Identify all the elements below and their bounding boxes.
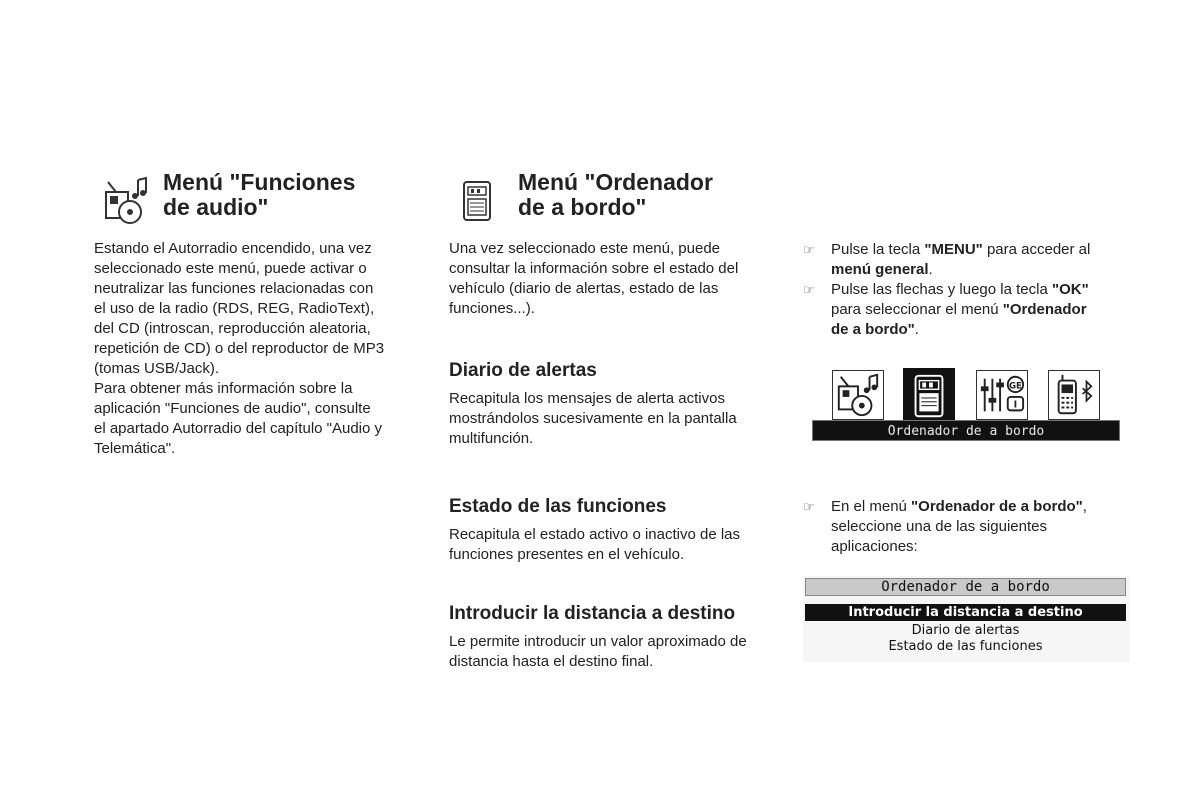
distance-description [449,632,769,672]
text-line: (tomas USB/Jack). [94,360,220,377]
text-line: Recapitula el estado activo o inactivo de las [449,526,741,543]
text-line: Una vez seleccionado este menú, puede [449,240,721,257]
text-line: Recapitula los mensajes de alerta activos [449,390,725,407]
submenu-title: Ordenador de a bordo [805,578,1126,596]
text-line: funciones...). [449,300,535,317]
audio-menu-title [163,170,355,220]
text-line: el uso de la radio (RDS, REG, RadioText), [94,300,375,317]
step-text: Pulse las flechas y luego la tecla [831,281,1052,298]
text-line: neutralizar las funciones relacionadas con [94,280,374,297]
step-text: . [928,261,933,278]
computer-menu-label: "Ordenador [1002,301,1087,318]
trip-computer-icon [458,176,510,226]
audio-functions-icon [100,176,152,226]
step-menu-key [803,240,1131,280]
trip-computer-icon [904,369,954,425]
pointer-hand-icon: ☞ [803,499,815,514]
step-text: para seleccionar el menú [831,301,1003,318]
text-line: consultar la información sobre el estado del [449,260,739,277]
submenu-item-status[interactable]: Estado de las funciones [888,639,1043,654]
computer-menu-label-cont: de a bordo" [831,321,915,338]
phone-bluetooth-icon [1049,371,1099,419]
computer-title-line-2: de a bordo" [518,194,647,220]
menu-tile-personalisation[interactable] [976,370,1028,420]
text-line: Le permite introducir un valor aproximado de [449,633,747,650]
submenu-item-distance[interactable]: Introducir la distancia a destino [805,604,1126,621]
text-line: mostrándolos sucesivamente en la pantalla [449,410,737,427]
step-text: , [1082,498,1087,515]
step-text: aplicaciones: [831,538,918,555]
text-line: distancia hasta el destino final. [449,653,654,670]
computer-title-line-1: Menú "Ordenador [518,169,713,195]
step-text: Pulse la tecla [831,241,925,258]
menu-tile-audio[interactable] [832,370,884,420]
text-line: el apartado Autorradio del capítulo "Audio y [94,420,383,437]
audio-title-line-1: Menú "Funciones [163,169,356,195]
pointer-hand-icon: ☞ [803,242,815,257]
general-menu-screen [812,370,1120,442]
step-text: seleccione una de las siguientes [831,518,1047,535]
computer-menu-title [518,170,713,220]
general-menu-label: menú general [831,261,929,278]
step-text: . [914,321,919,338]
pointer-hand-icon: ☞ [803,282,815,297]
text-line: Para obtener más información sobre la [94,380,353,397]
status-heading: Estado de las funciones [449,496,667,517]
text-line: funciones presentes en el vehículo. [449,546,685,563]
menu-tile-trip-computer[interactable] [903,368,955,428]
step-select-menu [803,280,1131,340]
text-line: vehículo (diario de alertas, estado de las [449,280,719,297]
menu-tile-telephone[interactable] [1048,370,1100,420]
audio-functions-icon [833,371,883,419]
trip-computer-menu-screen [803,576,1130,662]
text-line: aplicación "Funciones de audio", consulte [94,400,371,417]
text-line: repetición de CD) o del reproductor de MP3 [94,340,385,357]
step-text: En el menú [831,498,912,515]
distance-heading: Introducir la distancia a destino [449,603,736,624]
info-glyph: I [1013,399,1018,411]
text-line: Telemática". [94,440,176,457]
settings-sliders-icon [977,371,1027,419]
alerts-heading: Diario de alertas [449,360,597,381]
audio-description [94,239,404,459]
menu-key-label: "MENU" [924,241,983,258]
language-glyph: GE [1008,381,1022,392]
text-line: multifunción. [449,430,534,447]
selected-menu-label-bar: Ordenador de a bordo [812,420,1120,441]
text-line: seleccionado este menú, puede activar o [94,260,367,277]
ok-key-label: "OK" [1051,281,1089,298]
step-choose-application [803,497,1131,557]
status-description [449,525,769,565]
text-line: Estando el Autorradio encendido, una vez [94,240,372,257]
computer-menu-label: "Ordenador de a bordo" [911,498,1083,515]
submenu-item-alerts[interactable]: Diario de alertas [911,623,1020,638]
text-line: del CD (introscan, reproducción aleatoria, [94,320,371,337]
audio-title-line-2: de audio" [163,194,269,220]
computer-intro [449,239,769,319]
alerts-description [449,389,769,449]
step-text: para acceder al [982,241,1091,258]
